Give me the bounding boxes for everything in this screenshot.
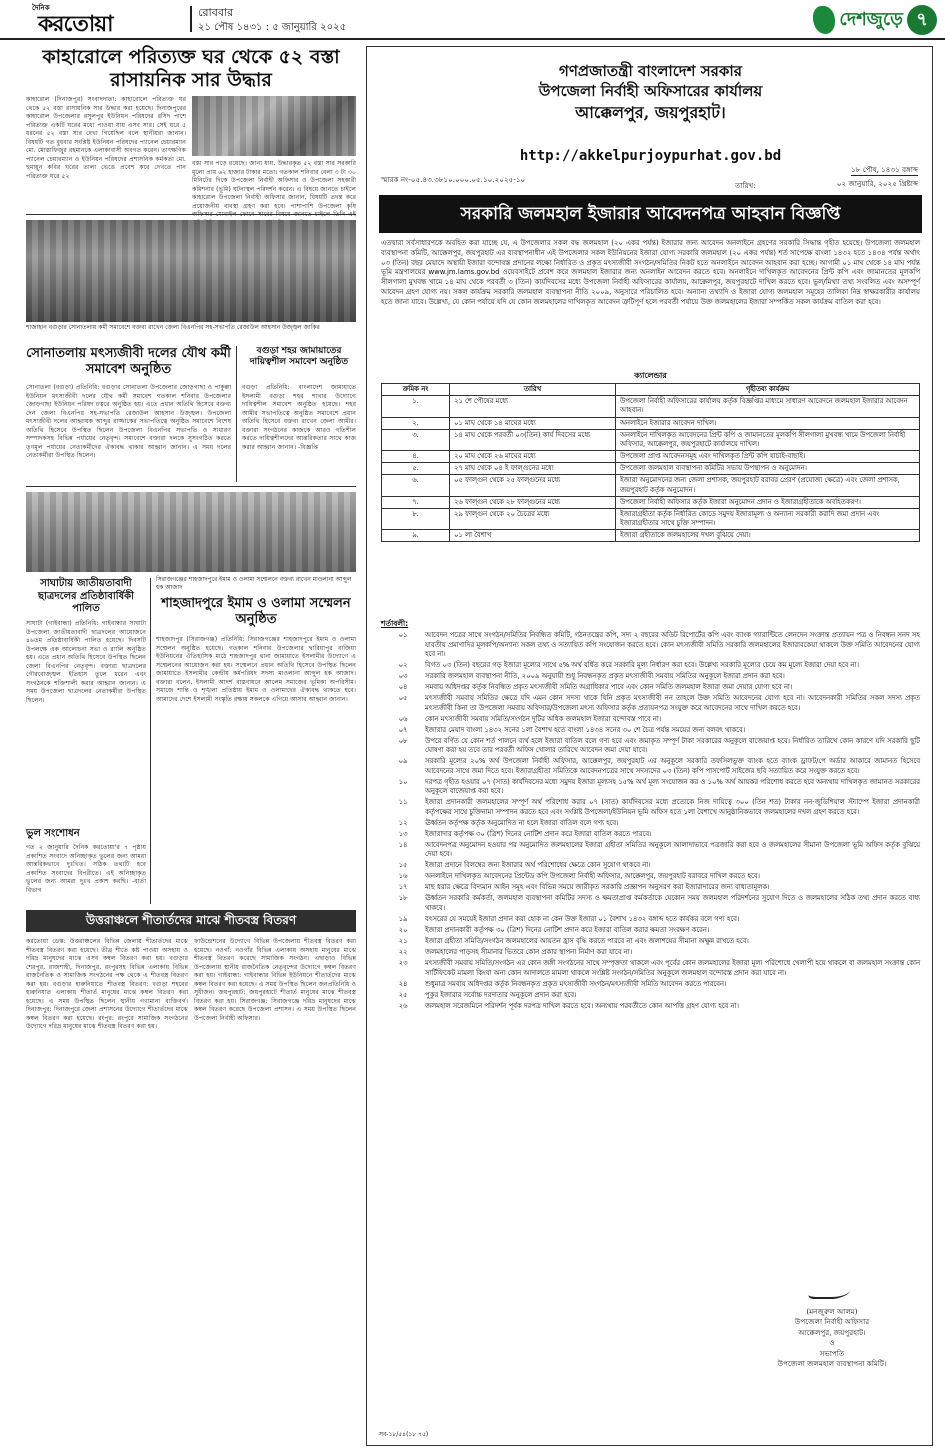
signature-mark [807,1277,857,1299]
imam-story: শাহজাদপুর (সিরাজগঞ্জ) প্রতিনিধি: সিরাজগঞ্জের শাহজাদপুরে ইমাম ও ওলামা সম্মেলন অনুষ্ঠিত হয়েছে। গতকাল শনিবার উপজেলার দ্বারিয়াপুর বাজিয়া ইউনিয়নের ঐতিহাসিক মাঠে শাহজাদপুর থানা জামায়াতে ইসলামীর উদ্যোগে এ সম্মেলনের আয়োজন করা হয়। সম্মেলনে প্রধান অতিথি হিসেবে উপস্থিত ছিলেন জামায়াতে ইসলামীর কেন্দ্রীয় কর্মপরিষদ সদস্য মাওলানা আব্দুল হক আজাদ। বক্তারা বলেন, ইসলামী আদর্শ বাস্তবায়নে আলেম সমাজের ভূমিকা অপরিসীম। সমাজে শান্তি ও শৃঙ্খলা প্রতিষ্ঠায় ইমাম ও ওলামাদের ঐক্যবদ্ধ থাকতে হবে। আমাদের দেশে ইসলামী সংস্কৃতি রক্ষায় সকলকে এগিয়ে আসার আহ্বান জানান। [156,636,356,703]
imam-headline: শাহজাদপুরে ইমাম ও ওলামা সম্মেলন অনুষ্ঠিত [161,596,351,628]
lead-headline: কাহারোলে পরিত্যক্ত ঘর থেকে ৫২ বস্তা রাসায়নিক সার উদ্ধার [42,46,340,91]
term-number: ২৩ [398,958,408,967]
calendar-activity: উপজেলা প্রাপ্ত আবেদনসমূহ এবং দাখিলকৃত প্রিন্ট কপি যাচাই-বাছাই। [616,451,920,463]
term-item [381,778,920,797]
gov-line-2: উপজেলা নির্বাহী অফিসারের কার্যালয় [538,82,763,101]
term-text: পুকুর ইজারার সর্বোচ্চ দরদাতার অনুকূলে প্রদান করা হবে। [425,990,577,999]
calendar-activity: উপজেলা নির্বাহী অফিসার কর্তৃক ইজারা অনুমোদন প্রদান ও ইজারাগ্রহীতাকে অবহিতকরণ। [616,496,920,508]
term-number: ১৩ [398,829,408,838]
term-number: ১০ [398,777,408,786]
notice-title: সরকারি জলমহাল ইজারার আবেদনপত্র আহবান বিজ্ঞপ্তি [379,195,922,233]
correction-heading: ভুল সংশোধন [26,828,80,839]
term-number: ১৫ [398,861,408,870]
issue-date: ২১ পৌষ ১৪৩১ : ৫ জানুয়ারি ২০২৫ [198,22,347,33]
issue-day: রোববার [198,6,234,19]
term-item [381,894,920,913]
term-number: ২০ [398,925,408,934]
term-text: আবেদন পত্রের সাথে সংগঠন/সমিতির নিবন্ধিত কমিটি, গঠনতন্ত্রের কপি, সদ্য ২ বছরের অডিট রিপোর্টের কপি এবং ব্যাংক গ্যারান্টিতে লেনদেন সংক্রান্ত প্রত্যায়ন পত্র ও নিবন্ধন সনদ সহ যাবতীয় প্রমাণাদির মূলকপি/অন্যান্য সকল তথ্য ও সত্যায়িত কপি সংযোজন করতে হবে। কোন মৎস্যজীবী সমিতি সরকারি জলমহালের ইজারাবকেয়া থাকলে উক্ত সমিতি আবেদনের যোগ্য হবে না। [425,631,920,659]
calendar-date: ২৭ মাঘ থেকে ০৪ ই ফাল্গুনের মধ্যে [450,463,616,475]
calendar-table [381,383,920,542]
signer-place: আক্কেলপুর, জয়পুরহাট। [798,1327,866,1337]
term-item [381,830,920,840]
term-number: ০৪ [398,683,408,692]
terms-title: শর্তাবলী: [381,619,409,628]
term-number: ২৫ [398,990,408,999]
term-item [381,915,920,925]
term-item [381,991,920,1001]
term-item [381,798,920,817]
calendar-date: ০৫ ফাল্গুন থেকে ২৫ ফাল্গুনের মধ্যে [450,475,616,496]
term-text: ইজারা প্রদানকারী কর্তৃপক্ষ ৩০ (ত্রিশ) দিনের নোটিশ প্রদান করে ইজারা বাতিল করার ক্ষমতা সংরক্ষণ করেন। [425,925,710,934]
term-item [381,661,920,671]
term-number: ১৬ [398,872,408,881]
term-item [381,672,920,682]
gov-line-3: আক্কেলপুর, জয়পুরহাট। [575,102,726,122]
divider [26,486,356,487]
term-text: ইজারাদার কর্তৃপক্ষ ৩০ (ত্রিশ) দিনের নোটিশ প্রদান করে ইজারা বাতিল করতে পারবে। [425,829,652,838]
shaghata-headline: সাঘাটায় জাতীয়তাবাদী ছাত্রদলের প্রতিষ্ঠাবার্ষিকী পালিত [38,578,134,614]
calendar-row [382,396,920,417]
term-number: ০৫ [398,694,408,703]
calendar-serial: ৮. [382,508,450,529]
term-item [381,715,920,725]
divider [150,578,151,904]
term-text: জলমহালের পাড়সহ সীমানার ভিতরে কোন প্রকার স্থাপনা নির্মাণ করা যাবে না। [425,947,632,956]
rally-photo [26,220,356,322]
term-text: ইজারা প্রদানে বিলম্বের জন্য ইজারার অর্থ পরিশোধের ক্ষেত্রে কোন সুযোগ থাকবে না। [425,861,651,870]
term-number: ১৯ [398,914,408,923]
correction-text: গত ২ জানুয়ারি দৈনিক করতোয়া'র ৭ পৃষ্ঠায় প্রকাশিত সংবাদে অনিচ্ছাকৃত ভুলের জন্য আমরা আন্তরিকভাবে দুঃখিত। সঠিক তথ্যটি হবে প্রকাশিত সংবাদের বিপরীতে। এই অনিচ্ছাকৃত ভুলের জন্য আমরা দুঃখ প্রকাশ করছি। -বার্তা বিভাগ [26,844,146,894]
jamaat-story: বগুড়া প্রতিনিধি: বাংলাদেশ জামায়াতে ইসলামী বগুড়া শহর শাখার উদ্যোগে দায়িত্বশীল সমাবেশ অনুষ্ঠিত হয়েছে। শহর আমীর সভাপতিত্বে অনুষ্ঠিত সমাবেশে প্রধান অতিথি হিসেবে বক্তব্য রাখেন জেলা আমীর। বক্তারা সংগঠনের কাজকে আরও গতিশীল করতে দায়িত্বশীলদের আন্তরিকতার সাথে কাজ করার আহ্বান জানান। -বিজ্ঞপ্তি [242,384,356,451]
bangladesh-map-icon [813,6,835,34]
signer-title: উপজেলা নির্বাহী অফিসার [794,1317,870,1327]
calendar-date: ২১ শে পৌষের মধ্যে [450,396,616,417]
term-text: বিগত ০৩ (তিন) বছরের গড় ইজারা মূল্যের সাথে ৫% অর্থ বর্ধিত করে সরকারি মূল্য নির্ধারণ করা হবে। উল্লেখ্য সরকারি মূল্যের চেয়ে কম মূল্যে ইজারা দেয়া হবে না। [425,661,859,670]
term-item [381,841,920,860]
jamaat-headline: বগুড়া শহর জামায়াতের দায়িত্বশীল সমাবেশ অনুষ্ঠিত [249,346,349,368]
calendar-date: ০১ মাঘ থেকে ১৪ মাঘের মধ্যে [450,417,616,429]
term-number: ১৪ [398,840,408,849]
term-text: ইজারার মেয়াদ বাংলা ১৪৩২ সনের ১লা বৈশাখ হতে বাংলা ১৪৩৪ সনের ৩০ শে চৈত্র পর্যন্ত সময়ের জন্য বলবৎ থাকবে। [425,725,746,734]
calendar-row [382,475,920,496]
memo-number: স্মারক নং-০৫.৪৩.৩৮১০.০০০.০৫.১০.২০২৫-১০ [381,175,526,184]
signer-name: (মনজুরুল আলম) [806,1307,858,1316]
calendar-activity: ইজারা অনুমোদনের জন্য জেলা প্রশাসক, জয়পুরহাট বরাবর প্রেরণ (প্রযোজ্য ক্ষেত্রে) এবং জেলা প্রশাসক, জয়পুরহাট কর্তৃক অনুমোদন। [616,475,920,496]
term-text: জলমহাল সরেজমিনে পরিদর্শন পূর্বক দরপত্র দাখিল করতে হবে। অন্যথায় পরবর্তীতে কোন আপত্তি গ্রহণ যোগ্য হবে না। [425,1001,739,1010]
ad-code: সব-১৮/৫৪(১৮ ৭৫) [379,1431,429,1438]
term-item [381,872,920,882]
term-text: মৎস্যজীবী সমবায় সমিতি/সংগঠন এর কোন জঙ্গী সংগঠনের সাথে সম্পৃক্ততা থাকলে এবং পূর্বের কোন জলমহালের ইজারা মূল্য পরিশোধে খেলাপী হয়ে থাকলে বা জলমহাল সংক্রান্ত কোন সার্টিফিকেট মামলা কিংবা অন্য কোন আদালতে মামলা থাকলে সংশ্লিষ্ট সংগঠন/সমিতির অনুকূলে জলমহাল বন্দোবস্ত প্রদান করা যাবে না। [425,958,920,977]
calendar-serial: ৫. [382,463,450,475]
calendar-serial: ৬. [382,475,450,496]
date-gregorian: ০২ জানুয়ারি, ২০২৫ খ্রিষ্টাব্দ [836,179,918,188]
term-item [381,948,920,958]
calendar-row [382,508,920,529]
term-item [381,819,920,829]
shaghata-story: সাঘাটা (গাইবান্ধা) প্রতিনিধি: গাইবান্ধার সাঘাটা উপজেলা জাতীয়তাবাদী ছাত্রদলের আয়োজনে ৪৬তম প্রতিষ্ঠাবার্ষিকী পালিত হয়েছে। দিবসটি উপলক্ষে এক আলোচনা সভা ও র‍্যালি অনুষ্ঠিত হয়। এতে প্রধান অতিথি হিসেবে উপস্থিত ছিলেন জেলা বিএনপির নেতৃবৃন্দ। বক্তারা ছাত্রদলের গৌরবোজ্জ্বল ইতিহাস তুলে ধরেন এবং সংগঠনকে শক্তিশালী করার আহ্বান জানান। এ সময় উপজেলা ছাত্রদলের নেতাকর্মীরা উপস্থিত ছিলেন। [26,620,146,704]
term-text: অনলাইনে দাখিলকৃত আবেদনের প্রিন্টেড কপি উপজেলা নির্বাহী অফিসার, আক্কেলপুর, জয়পুরহাট বরাবরে দাখিল করতে হবে। [425,872,760,881]
signer-committee: উপজেলা জলমহাল ব্যবস্থাপনা কমিটি। [777,1359,887,1369]
calendar-activity: উপজেলা নির্বাহী অফিসারের কার্যালয় কর্তৃক বিজ্ঞপ্তির মাধ্যমে সাধারণ আবেদনে জলমহাল ইজারার আবেদন আহবান। [616,396,920,417]
term-number: ১৮ [398,894,408,903]
section-name: দেশজুড়ে [839,9,903,31]
calendar-date: ২৬ ফাল্গুন থেকে ২৮ ফাল্গুনের মধ্যে [450,496,616,508]
term-item [381,757,920,776]
winter-banner: উত্তরাঞ্চলে শীতার্তদের মাঝে শীতবস্ত্র বিতরণ [26,910,356,932]
section-logo [813,4,937,36]
calendar-title: ক্যালেন্ডার [634,371,667,380]
term-item [381,1002,920,1012]
brand-prefix: দৈনিক [32,4,50,12]
term-text: ইজারা প্রদানকারী জলমহালের সম্পূর্ণ অর্থ পরিশোধ করার ০৭ (সাত) কার্যদিবসের মধ্যে প্রত্যেকে নিজ দায়িত্বে ৩০০ (তিন শত) টাকার নন-জুডিশিয়াল স্ট্যাম্পে ইজারা প্রদানকারী কর্তৃপক্ষের সাথে চুক্তিনামা সম্পাদন করতে হবে এবং সংশ্লিষ্ট উপজেলা/ইউনিয়ন ভূমি অফিস হতে ১লা বৈশাখে আনুষ্ঠানিকভাবে জলমহালের দখল গ্রহণ করতে হবে। [425,798,920,816]
term-text: ঊর্ধ্বতন সরকারি কর্মকর্তা, জলমহাল ব্যবস্থাপনা কমিটির সদস্য ও ক্ষমতাপ্রাপ্ত কর্মকর্তাকে যেকোন সময় জলমহাল পরিদর্শনের সুযোগ দিতে ও জলমহালের সঠিক তথ্য প্রদান করতে বাধ্য থাকবে। [425,894,920,912]
calendar-activity: অনলাইনে ইজারার আবেদন দাখিল। [616,417,920,429]
students-photo [26,492,356,572]
calendar-serial: ৩. [382,429,450,450]
tender-notice [366,46,933,1446]
term-number: ০৮ [398,736,408,745]
col-header-date: তারিখ [450,384,616,396]
winter-story-col1: করতোয়া ডেস্ক: উত্তরাঞ্চলের বিভিন্ন জেলায় শীতার্তদের মাঝে শীতবস্ত্র বিতরণ করা হয়েছে। তীব্র শীতে কষ্ট পাওয়া অসহায় ও দরিদ্র মানুষদের মাঝে এসব কম্বল বিতরণ করা হয়। বগুড়ার শেরপুর, রাজশাহী, দিনাজপুর, রংপুরসহ বিভিন্ন এলাকায় বিভিন্ন রাজনৈতিক ও সামাজিক সংগঠনের পক্ষ থেকে এ শীতবস্ত্র বিতরণ করা হয়। বগুড়ার হারুনিযাতে শীতবস্ত্র বিতরণ: বগুড়া শহরের হারুনিযাত এলাকায় শীতার্ত মানুষের মাঝে কম্বল বিতরণ করা হয়েছে। এ সময় উপস্থিত ছিলেন স্থানীয় গণ্যমান্য ব্যক্তিবর্গ। দিনাজপুর: দিনাজপুরে জেলা প্রশাসনের উদ্যোগে শীতার্তদের মাঝে কম্বল বিতরণ করা হয়েছে। রংপুর: রংপুরে সামাজিক সংগঠনের উদ্যোগে দরিদ্র মানুষের মাঝে শীতবস্ত্র বিতরণ করা হয়। [26,938,188,1031]
col-header-activity: গৃহীতব্য কার্যক্রম [616,384,920,396]
signer-and: ও [829,1338,835,1348]
calendar-row [382,429,920,450]
term-number: ২৪ [398,979,408,988]
calendar-serial: ৪. [382,451,450,463]
term-text: মৎস্যজীবী সমবায় সমিতির ক্ষেত্রে যদি এমন কোন সদস্য থাকে যিনি প্রকৃত মৎস্যজীবী নন তাহলে উক্ত সমিতি আবেদনের যোগ্য হবে না। আবেদনকারী সমিতির সকল সদস্য প্রকৃত মৎস্যজীবী কিনা তা উপজেলা সমবায় অফিসার/উপজেলা মৎস্য অফিসার কর্তৃক প্রত্যয়নপত্র সংযুক্ত করে আবেদনের সাথে দাখিল করতে হবে। [425,694,920,712]
calendar-date: ২০ মাঘ থেকে ২৬ মাঘের মধ্যে [450,451,616,463]
lead-story-col2: বস্তা সার পড়ে রয়েছে। জানা যায়, উদ্ধারকৃত ৫২ বস্তা সার সরকারি মূল্যে প্রায় ৬২ হাজার টাকার মতো। গতকাল শনিবার বেলা ৩ টা ৩০ মিনিটের দিকে উপজেলা নির্বাহী অফিসার ও উপজেলা সহকারী কমিশনার (ভূমি) ঘটনাস্থল পরিদর্শন করেন। এ বিষয়ে জানতে চাইলে কাহারোল উপজেলা নির্বাহী অফিসার জানান, বিষয়টি তদন্ত করে প্রয়োজনীয় ব্যবস্থা গ্রহণ করা হবে। পাশাপাশি উপজেলা কৃষি [192,160,356,210]
term-item [381,959,920,978]
term-item [381,737,920,756]
term-text: সরকারি জলমহাল ব্যবস্থাপনা নীতি, ২০০৯ অনুযায়ী শুধু নিবন্ধনকৃত প্রকৃত মৎস্যজীবী সমবায় সমিতির অনুকূলে ইজারা প্রদান করা হবে। [425,672,785,681]
term-number: ০১ [398,631,408,639]
date-bengali: ১৮ পৌষ, ১৪৩১ বঙ্গাব্দ [851,165,918,174]
notice-intro: এতদ্বারা সর্বসাধারণকে অবহিত করা যাচ্ছে যে, এ উপজেলার সকল বদ্ধ জলমহাল (২০ একর পর্যন্ত) ইজারার জন্য আবেদন অনলাইনে গ্রহণের সরকারি সিদ্ধান্ত গৃহীত হয়েছে। উপজেলা জলমহাল ব্যবস্থাপনা কমিটি, আক্কেলপুর, জয়পুরহাট এর ব্যবস্থাপনাধীন এই উপজেলার সকল ইউনিয়নের ইজারা যোগ্য সরকারি জলমহাল (২০ একর পর্যন্ত) শর্ত সাপেক্ষে বাংলা ১৪৩২ হতে ১৪৩৪ পর্যন্ত অর্থাৎ ০৩ (তিন) বছর মেয়াদে অস্থায়ী ইজারা বন্দোবস্ত প্রদানের লক্ষ্যে নির্ধারিত ও প্রকৃত মৎস্যজীবী সংগঠন/সমিতির নিকট হতে অনলাইনে আবেদন আহবান করা হচ্ছে। আগামী ০১ মাঘ থেকে ১৪ মাঘ পর্যন্ত ভূমি মন্ত্রণালয়ের www.jm.lams.gov.bd ওয়েবসাইটে প্রবেশ করে জলমহাল ইজারার জন্য অনলাইন আবেদন করতে হবে। অনলাইনে দাখিলকৃত আবেদনের প্রিন্ট কপি এবং জামানতের মূলকপি সীলগালা মুখবন্ধ খামে ১৪ মাঘ থেকে পরবর্তী ৩ (তিন) কার্যদিবসের মধ্যে উপজেলা নির্বাহী অফিসারের কার্যালয়, আক্কেলপুর, জয়পুরহাটে দাখিল করতে হবে। ভুল/মিথ্যা তথ্য সংবলিত এবং অসম্পূর্ণ আবেদন গ্রহণ যোগ্য নয়। সকল কার্যক্রম সরকারি জলমহাল ব্যবস্থাপনা নীতি ২০০৯, অনুসারে পরিচালিত হবে। অন্যান্য তথ্যাদি ও ইজারা যোগ্য জলমহাল সমূহের তালিকা নিম্ন স্বাক্ষরকারীর কার্যালয় হতে জানা যাবে। উল্লেখ্য, যে কোন পর্যায়ে যদি যে কোন জলমহালের দাখিলকৃত আবেদন ত্রুটিপূর্ণ হলে পরবর্তী পর্যায়ে উক্ত জলমহালের ইজারা সম্পর্কিত সকল কার্যক্রম বাতিল করা হবে। [381,239,920,306]
calendar-row [382,451,920,463]
term-item [381,726,920,736]
fertilizer-photo [192,96,356,156]
term-item [381,631,920,660]
term-text: সমবায় অধিদপ্তর কর্তৃক নিবন্ধিত প্রকৃত মৎস্যজীবী সমিতি অগ্রাধিকার পাবে এবং কোন সমিতি জলমহাল ইজারা জমা দেয়ার যোগ্য হবে না। [425,683,793,692]
calendar-date: ২৯ ফাল্গুন থেকে ২০ চৈত্রের মধ্যে [450,508,616,529]
term-item [381,861,920,871]
lead-story-col1: কাহারোল (দিনাজপুর) সংবাদদাতা: কাহারোলে পরিত্যক্ত ঘর থেকে ৫২ বস্তা রাসায়নিক সার উদ্ধার করা হয়েছে। দিনাজপুরের কাহারোল উপজেলার রসুলপুর ইউনিয়ন পরিষদের রসিদ পাশে পরিত্যক্ত একটি ঘরের মধ্যে পাওয়া যায় এসব সার। সেই ঘরে ৫ ধরনের ৫২ বস্তা সার দেখা গিয়েছিল বলে স্থানীয়রা জানান। বিষয়টি গত বুধবার সংশ্লিষ্ট ইউনিয়ন পরিষদের প্যানেল চেয়ারম্যান মো. মোস্তাফিজুর রহমানকে এলাকাবাসী অবগত করেন। তাৎক্ষণিক প্যানেল চেয়ারম্যান ও ইউনিয়ন পরিষদের প্রশাসনিক কর্মকর্তা মো. হুমায়ুন কবির ঘরের তালা ভেঙে প্রবেশ করে দেখতে পান পরিত্যক্ত ঘরে ৫২ [26,96,186,180]
notice-issuer [367,61,934,123]
fish-headline: সোনাতলায় মৎস্যজীবী দলের যৌথ কর্মী সমাবেশ অনুষ্ঠিত [26,346,231,378]
term-item [381,683,920,693]
signature-block [747,1277,917,1370]
term-number: ০৬ [398,714,408,723]
calendar-serial: ১. [382,396,450,417]
term-text: উপরে বর্ণিত যে কোন শর্ত পালনে ব্যর্থ হলে ইজারা বাতিল বলে গণ্য হবে এবং জমাকৃত সম্পূর্ণ টাকা সরকারের অনুকূলে বাজেয়াপ্ত হবে। নির্ধারিত তারিখে কোন কারণে যদি সরকারি ছুটি ঘোষণা করা হয় তবে তার পরবর্তী অফিস খোলার তারিখে আবেদন জমা দেয়া যাবে। [425,736,920,755]
col-header-serial: ক্রমিক নং [382,384,450,396]
news-column [26,46,356,1446]
term-text: দরপত্র গৃহীত হওয়ার ০৭ (সাত) কার্যদিবসের মধ্যে সমুদয় ইজারা মূল্যসহ ১৫% অর্থ মূল্য সংযোজন কর ও ১০% অর্থ আয়কর পরিশোধ করতে হবে অন্যথায় দাখিলকৃত জামানত সরকারের অনুকূলে বাজেয়াপ্ত করা হবে। [425,777,920,796]
term-text: আবেদনপত্র অনুমোদন হওয়ার পর অনুমোদিত জলমহালের ইজারা গ্রহীতা সমিতির অনুকূলে আলাদাভাবে পত্রজারি করা হবে ও জলমহালের সীমানা উপজেলা ভূমি অফিস কর্তৃক বুঝিয়ে দেয়া হবে। [425,840,920,859]
calendar-date: ০১ লা বৈশাখ [450,530,616,542]
calendar-serial: ৭. [382,496,450,508]
term-item [381,694,920,713]
term-number: ১২ [398,818,408,827]
newspaper-logo [28,4,188,36]
date-label: তারিখ: [735,181,756,190]
divider [236,346,237,482]
term-text: ঊর্ধ্বতন কর্তৃপক্ষ কর্তৃক অনুমোদিত না হলে ইজারা বাতিল বলে গণ্য হবে। [425,818,619,827]
masthead-divider [190,6,192,32]
rally-caption: শাজাহান বগুড়ার সোনাতলায় কর্মী সমাবেশে বক্তব্য রাখেন জেলা বিএনপির সহ-সভাপতি রেজাউল আহসান উজ্জ্বল জাকির [26,324,320,331]
calendar-header-row [382,384,920,396]
calendar-row [382,530,920,542]
term-number: ২৬ [398,1001,408,1010]
calendar-row [382,417,920,429]
term-item [381,883,920,893]
term-text: মাছ ধরার ক্ষেত্রে বিদ্যমান আইন সমূহ এবং বিভিন্ন সময়ে জারীকৃত সরকারি প্রজ্ঞাপন অনুসরণ করা ইজারাদারের জন্য বাধ্যতামূলক। [425,883,770,892]
calendar-serial: ৯. [382,530,450,542]
term-number: ২২ [398,947,408,956]
term-number: ০২ [398,661,408,670]
calendar-activity: ইজারা গ্রহীতাকে জলমহালের দখল বুঝিয়ে দেয়া। [616,530,920,542]
term-number: ১১ [398,798,408,807]
office-website: http://akkelpurjoypurhat.gov.bd [519,148,782,164]
brand-name: করতোয়া [38,11,113,37]
page-number: ৭ [907,5,937,35]
calendar-activity: ইজারাগ্রহীতা কর্তৃক নির্ধারিত কোডে সমুদয় ইজারামূল্য ও অন্যান্য সরকারী করাদি জমা প্রদান এবং ইজারাগ্রহীতার সাথে চুক্তি সম্পাদন। [616,508,920,529]
term-text: শুধুমাত্র সমবায় অধিদপ্তর কর্তৃক নিবন্ধনকৃত প্রকৃত মৎস্যজীবী সংগঠন/মৎস্যজীবী সমিতি আবেদন করতে পারবেন। [425,979,727,988]
masthead [0,0,945,40]
term-text: কোন মৎস্যজীবী সমবায় সমিতি/সংগঠন দুটির অধিক জলমহাল ইজারা বন্দোবস্ত পাবে না। [425,714,662,723]
term-item [381,926,920,936]
term-item [381,937,920,947]
calendar-activity: অনলাইনে দাখিলকৃত আবেদনের প্রিন্ট কপি ও জামানতের মূলকপি সীলগালা মুখবন্ধ খামে উপজেলা নির্বাহী অফিসার, আক্কেলপুর, জয়পুরহাটে কার্যালয়ে দাখিল। [616,429,920,450]
terms-list [381,631,920,1013]
winter-story-col2: ফাউন্ডেশনের উদ্যোগে বিভিন্ন উপজেলায় শীতবস্ত্র বিতরণ করা হয়েছে। নওগাঁ: নওগাঁর বিভিন্ন এলাকায় অসহায় মানুষের মাঝে শীতবস্ত্র বিতরণ করেছে সামাজিক সংগঠন। এছাড়াও বিভিন্ন উপজেলায় স্থানীয় রাজনৈতিক নেতৃবৃন্দের উদ্যোগে কম্বল বিতরণ করা হয়। গাইবান্ধা: গাইবান্ধার বিভিন্ন ইউনিয়নে শীতার্তদের মাঝে কম্বল বিতরণ করা হয়েছে। এ সময় উপস্থিত ছিলেন জনপ্রতিনিধি ও সুধীজন। জয়পুরহাট: জয়পুরহাটে শীতার্ত মানুষের মাঝে শীতবস্ত্র বিতরণ করা হয়। সিরাজগঞ্জ: সিরাজগঞ্জে দরিদ্র মানুষদের মাঝে কম্বল বিতরণ করেছে উপজেলা প্রশাসন। এ সময় উপস্থিত ছিলেন উপজেলা নির্বাহী অফিসার। [194,938,356,1022]
fish-story: সোনাতলা (বগুড়া) প্রতিনিধি: বগুড়ার সোনাতলা উপজেলার জোড়গাছা ও পাকুল্লা ইউনিয়ন মৎস্যজীবী দলের যৌথ কর্মী সমাবেশ গতকাল শনিবার উপজেলার জোড়গাছা ইউনিয়ন পরিষদ চত্বরে অনুষ্ঠিত হয়। এতে প্রধান অতিথি হিসেবে বক্তব্য দেন জেলা বিএনপির সহ-সভাপতি রেজাউল আহসান উজ্জ্বল। উপজেলা মৎস্যজীবী দলের আহ্বায়ক আব্দুর রাজ্জাকের সভাপতিত্বে অনুষ্ঠিত সমাবেশে বিশেষ অতিথি হিসেবে উপস্থিত ছিলেন উপজেলা বিএনপির সভাপতি ও সাধারণ সম্পাদকসহ বিভিন্ন পর্যায়ের নেতৃবৃন্দ। সমাবেশে বক্তারা দলকে সুসংগঠিত করতে তৃণমূল পর্যায়ের নেতাকর্মীদের ঐক্যবদ্ধ থাকার আহ্বান জানান। এ সময় দলের নেতাকর্মীরা উপস্থিত ছিলেন। [26,384,231,460]
calendar-row [382,496,920,508]
calendar-date: ১৪ মাঘ থেকে পরবর্তী ০৩(তিন) কার্য দিবসের মধ্যে [450,429,616,450]
term-item [381,980,920,990]
gov-line-1: গণপ্রজাতন্ত্রী বাংলাদেশ সরকার [559,62,742,80]
calendar-serial: ২. [382,417,450,429]
term-number: ০৭ [398,725,408,734]
term-number: ১৭ [398,883,408,892]
divider [26,214,356,215]
term-number: ০৯ [398,757,408,766]
term-number: ০৩ [398,672,408,681]
term-text: সরকারি মূল্যের ২০% অর্থ উপজেলা নির্বাহী অফিসার, আক্কেলপুর, জয়পুরহাট এর অনুকূলে সরকারি তফসিলভুক্ত ব্যাংক হতে ব্যাংক ড্রাফট/পে অর্ডার আকারে জামানত হিসেবে আবেদনের সাথে জমা দিতে হবে। ইজারাগ্রহীতা সমিতিকে আবেদনপত্রের সাথে সদস্যদের ০৩ (তিন) কপি পাসপোর্ট সাইজের ছবি সত্যায়িত করে সংযুক্ত করতে হবে। [425,757,920,775]
signer-role: সভাপতি [819,1348,845,1358]
calendar-row [382,463,920,475]
term-number: ২১ [398,936,408,945]
term-text: বৎসরের যে সময়েই ইজারা প্রদান করা হোক না কেন উক্ত ইজারা ০১ বৈশাখ ১৪৩২ বঙ্গাব্দ হতে কার্যকর বলে গণ্য হবে। [425,914,740,923]
calendar-activity: উপজেলা জলমহাল ব্যবস্থাপনা কমিটির সভায় উপস্থাপন ও অনুমোদন। [616,463,920,475]
term-text: ইজারা গ্রহীতা সমিতি/সংগঠন জলমহালের আয়তন হ্রাস বৃদ্ধি করতে পারবে না এবং জলাশয়ের সীমানা অক্ষুন্ন রাখতে হবে। [425,936,749,945]
imam-caption: সিরাজগঞ্জের শাহজাদপুরে ইমাম ও ওলামা সম্মেলনে বক্তব্য রাখেন মাওলানা আব্দুল হক আজাদ [156,576,352,592]
